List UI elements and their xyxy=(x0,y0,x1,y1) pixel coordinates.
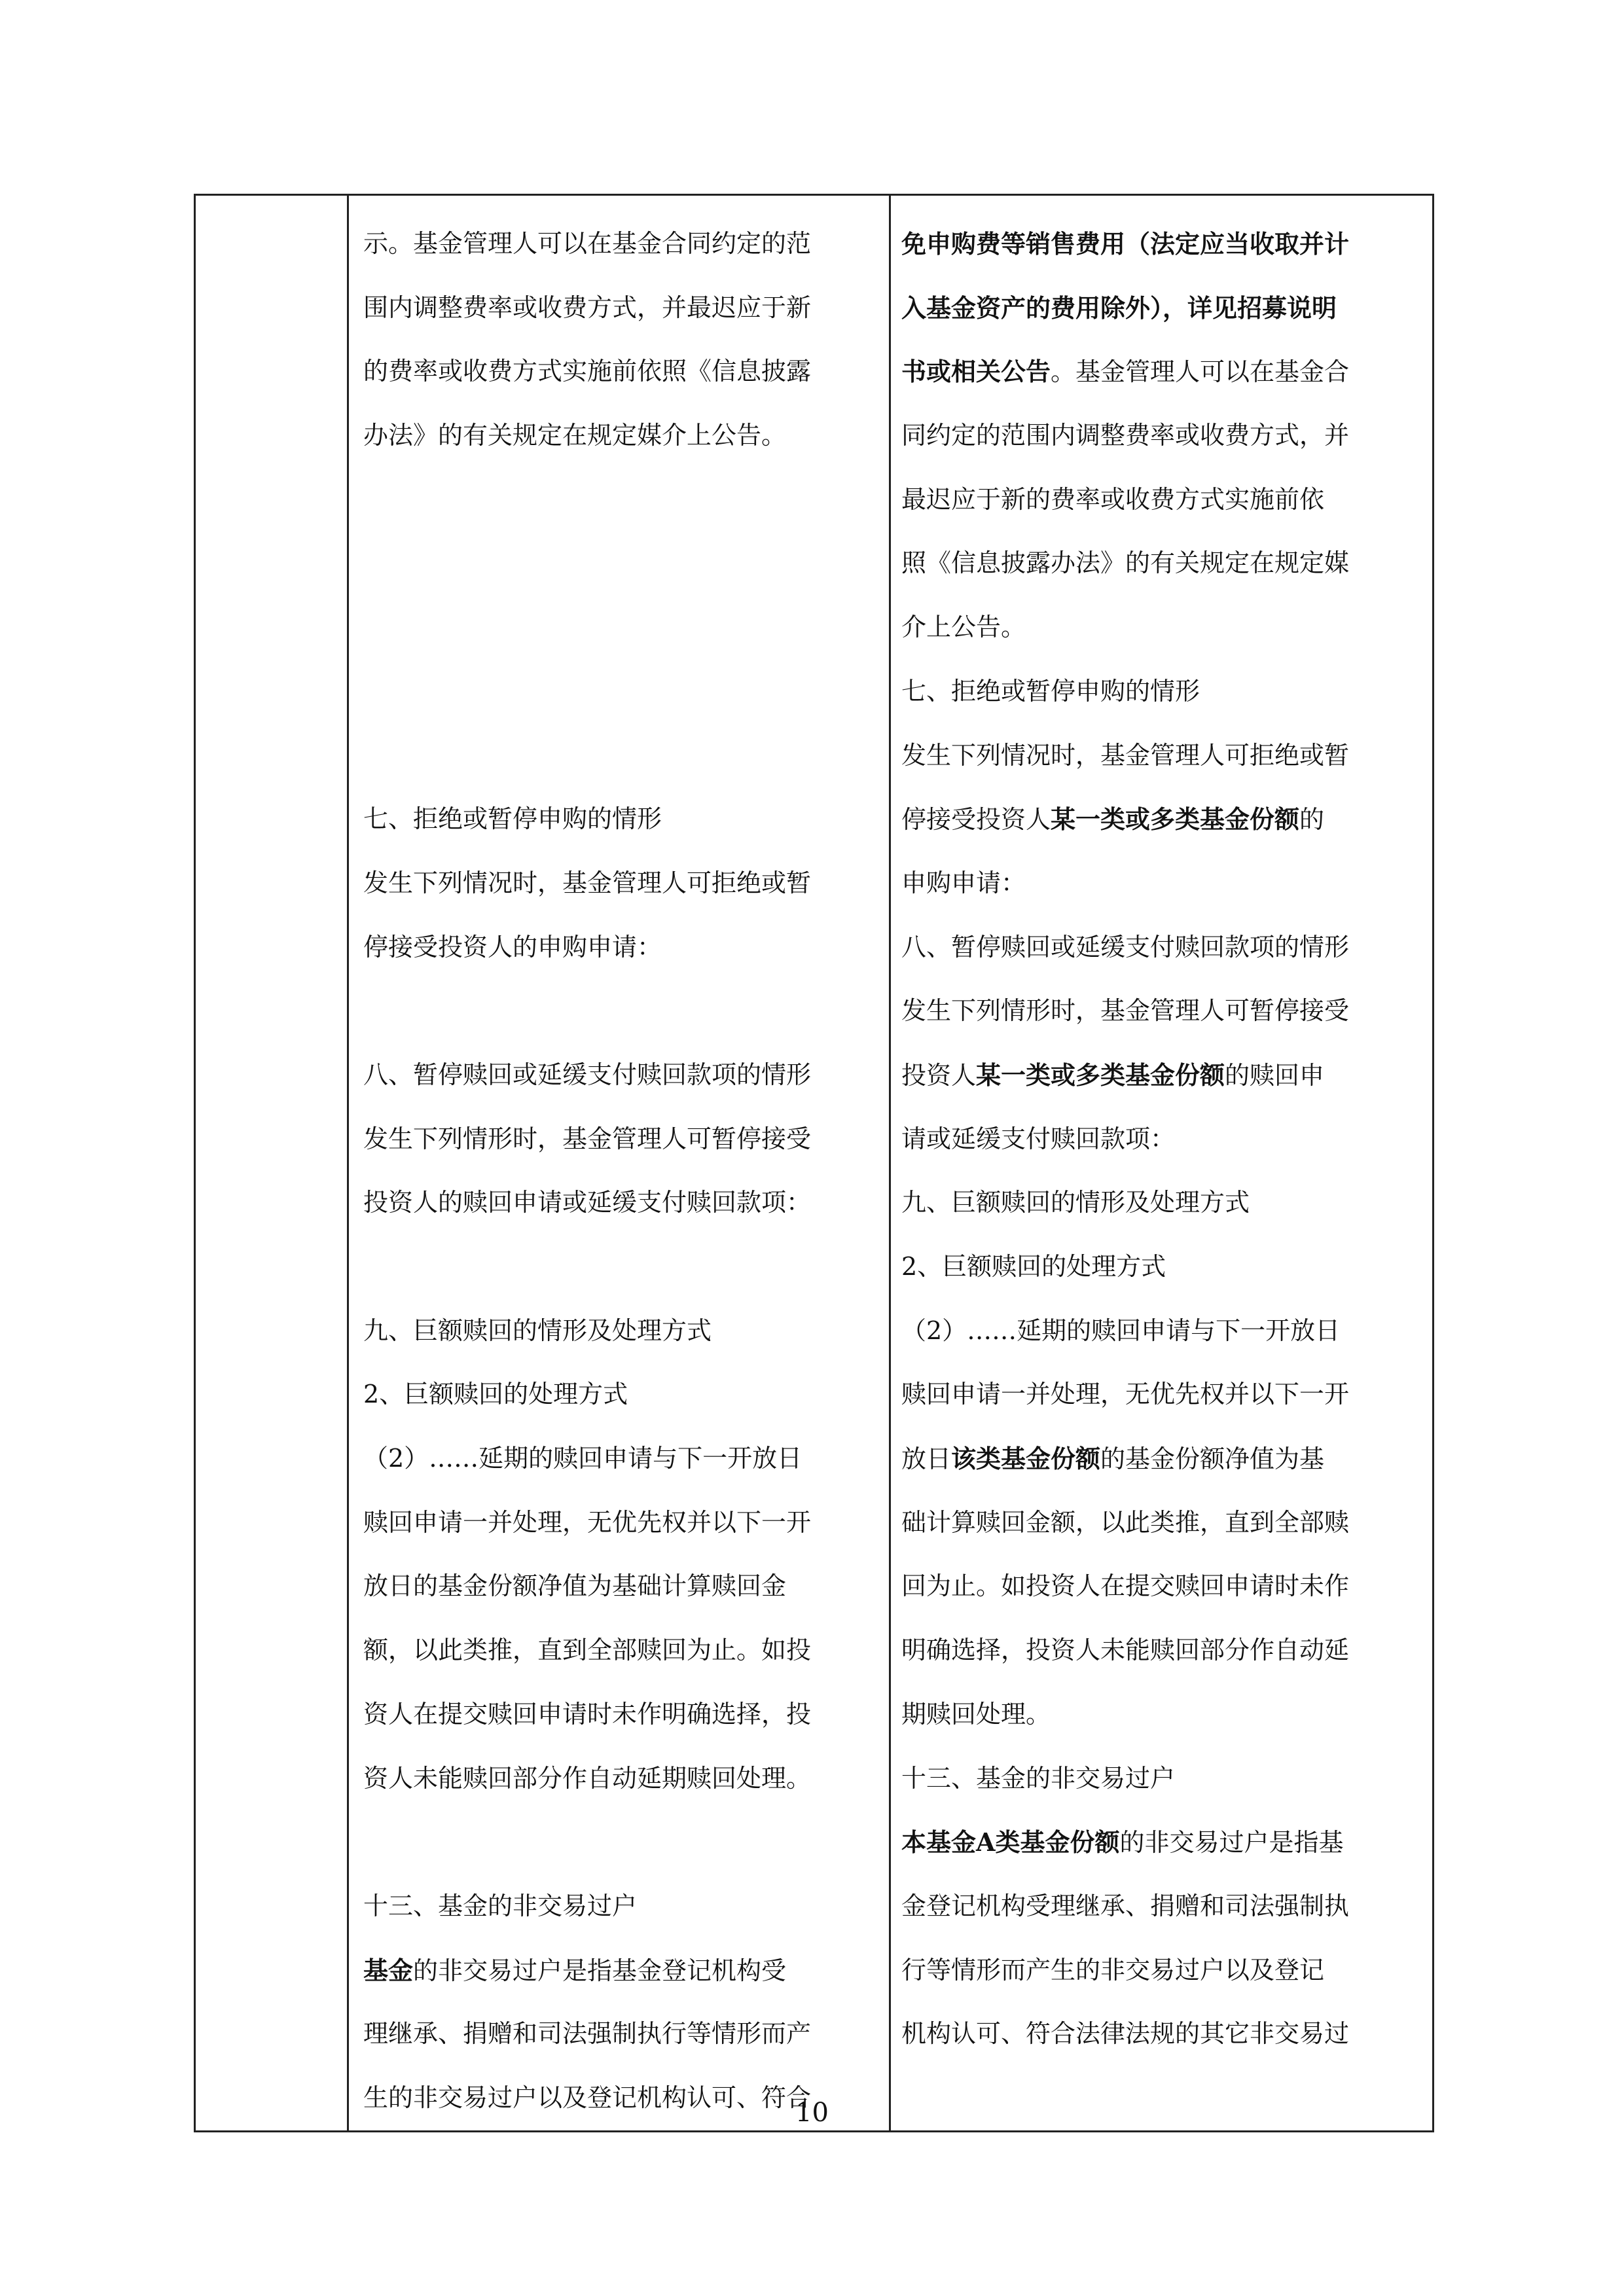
text-segment: 的费率或收费方式实施前依照《信息披露 xyxy=(363,357,812,386)
text-line xyxy=(363,660,882,724)
text-line xyxy=(363,1939,882,2003)
text-line xyxy=(363,404,882,468)
text-line xyxy=(363,1810,882,1874)
text-line xyxy=(363,1363,882,1427)
text-segment: 九、巨额赎回的情形及处理方式 xyxy=(901,1188,1250,1217)
text-segment: 八、暂停赎回或延缓支付赎回款项的情形 xyxy=(901,932,1350,961)
text-line xyxy=(363,468,882,532)
text-line xyxy=(901,1427,1427,1491)
text-line xyxy=(363,1043,882,1107)
text-line xyxy=(901,1939,1427,2003)
text-segment: 最迟应于新的费率或收费方式实施前依 xyxy=(901,484,1325,514)
text-segment: 的赎回申 xyxy=(1225,1060,1325,1090)
text-line xyxy=(363,2002,882,2066)
text-segment: 础计算赎回金额，以此类推，直到全部赎 xyxy=(901,1507,1350,1537)
text-segment: 机构认可、符合法律法规的其它非交易过 xyxy=(901,2019,1350,2049)
text-line xyxy=(363,852,882,916)
bold-text-segment: 某一类或多类基金份额 xyxy=(976,1060,1225,1090)
page-number: 10 xyxy=(795,2098,829,2128)
text-segment: 的基金份额净值为基 xyxy=(1100,1444,1325,1474)
text-line xyxy=(901,724,1427,788)
text-segment: 发生下列情形时，基金管理人可暂停接受 xyxy=(901,996,1350,1026)
text-line xyxy=(901,276,1427,340)
bold-text-segment: 该类基金份额 xyxy=(951,1444,1101,1474)
text-segment: 九、巨额赎回的情形及处理方式 xyxy=(363,1316,712,1345)
table-row xyxy=(195,195,1434,2132)
text-segment: （2）……延期的赎回申请与下一开放日 xyxy=(901,1316,1341,1345)
text-line xyxy=(901,212,1427,276)
text-line xyxy=(363,212,882,276)
text-segment: 十三、基金的非交易过户 xyxy=(363,1891,638,1920)
text-line xyxy=(901,468,1427,532)
text-segment: 2、巨额赎回的处理方式 xyxy=(901,1252,1166,1281)
text-line xyxy=(363,979,882,1043)
text-segment: 投资人 xyxy=(901,1060,977,1090)
text-segment: 的非交易过户是指基金登记机构受 xyxy=(413,1956,787,1985)
text-line xyxy=(901,1235,1427,1299)
text-line xyxy=(901,1043,1427,1107)
text-segment: 金登记机构受理继承、捐赠和司法强制执 xyxy=(901,1891,1350,1920)
text-segment: 2、巨额赎回的处理方式 xyxy=(363,1380,628,1409)
text-segment: 发生下列情形时，基金管理人可暂停接受 xyxy=(363,1124,812,1153)
bold-text-segment: 某一类或多类基金份额 xyxy=(1051,804,1300,834)
text-line xyxy=(901,404,1427,468)
text-segment: 理继承、捐赠和司法强制执行等情形而产 xyxy=(363,2019,812,2049)
revised-text-cell xyxy=(890,195,1434,2132)
text-segment: 八、暂停赎回或延缓支付赎回款项的情形 xyxy=(363,1060,812,1089)
text-line xyxy=(363,596,882,660)
text-segment: 额，以此类推，直到全部赎回为止。如投 xyxy=(363,1636,812,1665)
row-label-cell xyxy=(195,195,348,2132)
text-line xyxy=(363,276,882,340)
text-segment: 资人未能赎回部分作自动延期赎回处理。 xyxy=(363,1763,812,1793)
text-line xyxy=(363,1299,882,1363)
text-line xyxy=(363,1874,882,1939)
text-line xyxy=(363,1235,882,1299)
text-line xyxy=(363,1107,882,1172)
text-segment: 七、拒绝或暂停申购的情形 xyxy=(901,676,1200,706)
comparison-table xyxy=(194,194,1434,2132)
text-segment: 申购申请： xyxy=(901,868,1026,897)
text-segment: 停接受投资人 xyxy=(901,805,1051,834)
text-segment: 办法》的有关规定在规定媒介上公告。 xyxy=(363,421,787,450)
text-line xyxy=(363,916,882,980)
text-segment: 明确选择，投资人未能赎回部分作自动延 xyxy=(901,1636,1350,1665)
text-segment: 发生下列情况时，基金管理人可拒绝或暂 xyxy=(901,740,1350,770)
text-line xyxy=(901,979,1427,1043)
text-line xyxy=(901,852,1427,916)
text-line xyxy=(901,1554,1427,1619)
text-line xyxy=(901,1363,1427,1427)
text-line xyxy=(363,1171,882,1235)
text-segment: 七、拒绝或暂停申购的情形 xyxy=(363,804,662,834)
text-line xyxy=(363,1747,882,1811)
text-line xyxy=(363,1491,882,1555)
text-segment: 十三、基金的非交易过户 xyxy=(901,1763,1176,1793)
text-segment: 放日的基金份额净值为基础计算赎回金 xyxy=(363,1571,787,1601)
original-text-column xyxy=(349,196,889,2130)
text-line xyxy=(901,2002,1427,2066)
text-line xyxy=(901,1747,1427,1811)
text-line xyxy=(901,787,1427,852)
text-segment: （2）……延期的赎回申请与下一开放日 xyxy=(363,1444,803,1473)
text-segment: 投资人的赎回申请或延缓支付赎回款项： xyxy=(363,1188,812,1217)
text-segment: 赎回申请一并处理，无优先权并以下一开 xyxy=(363,1507,812,1537)
text-segment: 生的非交易过户以及登记机构认可、符合 xyxy=(363,2083,812,2112)
text-segment: 请或延缓支付赎回款项： xyxy=(901,1124,1176,1153)
text-line xyxy=(901,1107,1427,1172)
text-segment: 。基金管理人可以在基金合 xyxy=(1051,357,1350,387)
text-segment: 停接受投资人的申购申请： xyxy=(363,932,662,961)
text-line xyxy=(901,1683,1427,1747)
bold-text-segment: 书或相关公告 xyxy=(901,357,1051,387)
text-line xyxy=(363,1683,882,1747)
text-segment: 赎回申请一并处理，无优先权并以下一开 xyxy=(901,1380,1350,1409)
original-text-cell xyxy=(348,195,890,2132)
text-line xyxy=(901,1491,1427,1555)
text-line xyxy=(363,531,882,596)
text-line xyxy=(901,340,1427,404)
text-line xyxy=(901,1810,1427,1874)
text-segment: 的 xyxy=(1299,805,1325,834)
text-line xyxy=(363,1619,882,1683)
text-line xyxy=(901,916,1427,980)
bold-text-segment: 入基金资产的费用除外），详见招募说明 xyxy=(901,293,1337,323)
text-line xyxy=(901,660,1427,724)
text-segment: 资人在提交赎回申请时未作明确选择，投 xyxy=(363,1699,812,1729)
text-segment: 围内调整费率或收费方式，并最迟应于新 xyxy=(363,293,812,322)
text-line xyxy=(363,724,882,788)
text-line xyxy=(363,1427,882,1491)
text-segment: 行等情形而产生的非交易过户以及登记 xyxy=(901,1955,1325,1984)
text-line xyxy=(901,1171,1427,1235)
text-segment: 照《信息披露办法》的有关规定在规定媒 xyxy=(901,548,1350,578)
text-line xyxy=(901,596,1427,660)
text-line xyxy=(901,1299,1427,1363)
text-segment: 同约定的范围内调整费率或收费方式，并 xyxy=(901,421,1350,450)
text-segment: 示。基金管理人可以在基金合同约定的范 xyxy=(363,229,812,258)
text-line xyxy=(901,531,1427,596)
bold-text-segment: 基金 xyxy=(363,1955,414,1985)
text-line xyxy=(363,1554,882,1619)
text-line xyxy=(363,340,882,404)
text-segment: 介上公告。 xyxy=(901,613,1026,642)
text-segment: 期赎回处理。 xyxy=(901,1699,1051,1729)
text-line xyxy=(901,1874,1427,1939)
text-line xyxy=(363,787,882,852)
text-segment: 发生下列情况时，基金管理人可拒绝或暂 xyxy=(363,868,812,897)
revised-text-column xyxy=(891,196,1432,2066)
text-segment: 放日 xyxy=(901,1444,952,1474)
text-segment: 回为止。如投资人在提交赎回申请时未作 xyxy=(901,1571,1350,1601)
text-segment: 的非交易过户是指基 xyxy=(1119,1828,1344,1857)
text-line xyxy=(901,1619,1427,1683)
bold-text-segment: 本基金A类基金份额 xyxy=(901,1827,1120,1857)
bold-text-segment: 免申购费等销售费用（法定应当收取并计 xyxy=(901,229,1350,259)
